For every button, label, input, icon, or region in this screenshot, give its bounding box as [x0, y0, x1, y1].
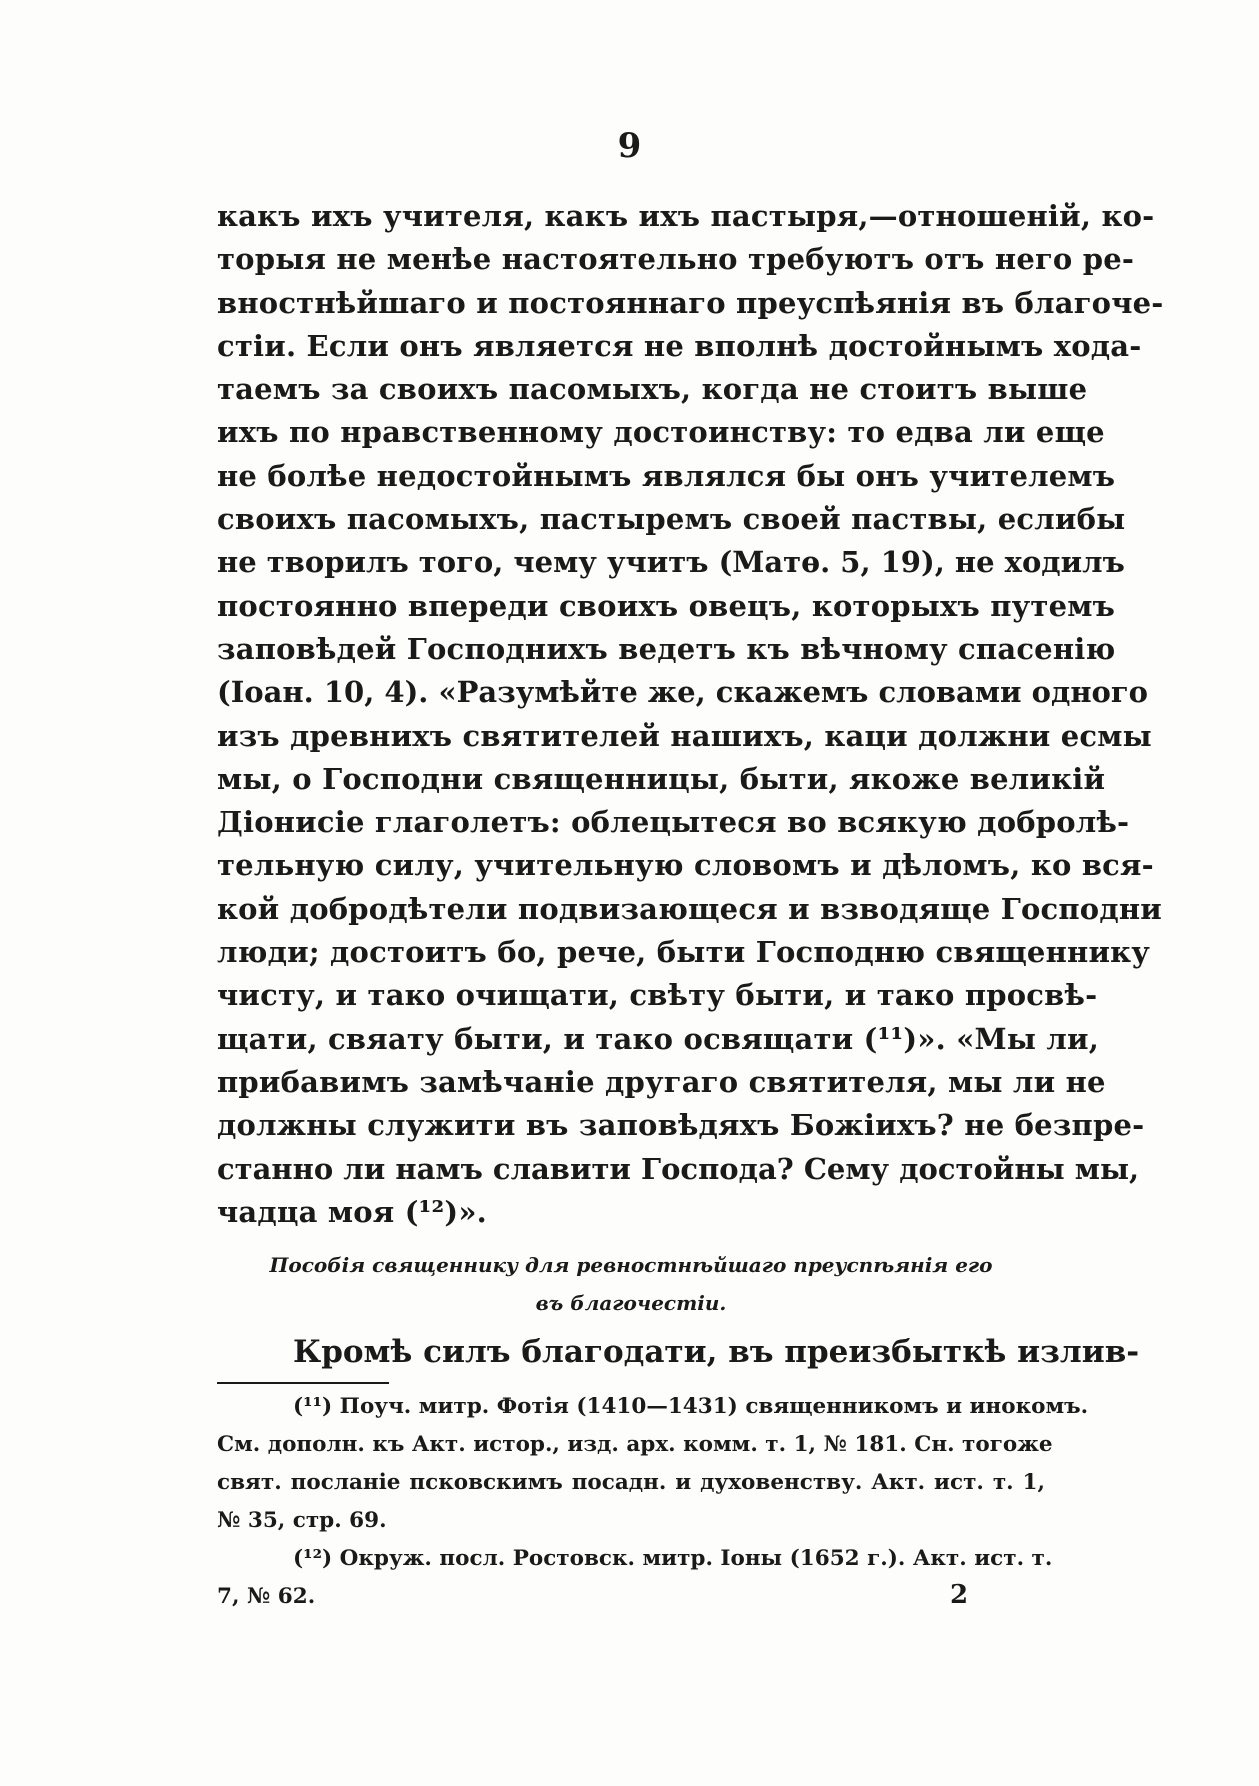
- text-line: прибавимъ замѣчанiе другаго святителя, мы ли не: [217, 1064, 1106, 1099]
- text-line: какъ ихъ учителя, какъ ихъ пастыря,—отношенiй, ко-: [217, 199, 1155, 233]
- footnote-line: (¹²) Окруж. посл. Ростовск. митр. Iоны (1652 г.). Акт. ист. т.: [293, 1546, 1053, 1571]
- text-line: заповѣдей Господнихъ ведетъ къ вѣчному спасенiю: [217, 631, 1116, 666]
- text-line: тельную силу, учительную словомъ и дѣломъ, ко вся-: [217, 848, 1154, 883]
- text-line: чадца моя (¹²)».: [217, 1194, 487, 1229]
- text-line: своихъ пасомыхъ, пастыремъ своей паствы, еслибы: [217, 502, 1126, 537]
- footnote-line: № 35, стр. 69.: [217, 1508, 387, 1533]
- text-line: чисту, и тако очищати, свѣту быти, и тако просвѣ-: [217, 978, 1098, 1013]
- text-line: стiи. Если онъ является не вполнѣ достойнымъ хода-: [217, 328, 1142, 363]
- section-heading-continued: въ благочестiи.: [535, 1291, 727, 1315]
- footnote-line: 7, № 62.: [217, 1584, 316, 1609]
- section-first-line: Кромѣ силъ благодати, въ преизбыткѣ излив-: [293, 1334, 1140, 1370]
- text-line: постоянно впереди своихъ овецъ, которыхъ путемъ: [217, 588, 1116, 623]
- text-line: (Iоан. 10, 4). «Разумѣйте же, скажемъ словами одного: [217, 675, 1149, 710]
- text-line: таемъ за своихъ пасомыхъ, когда не стоитъ выше: [217, 372, 1088, 407]
- text-line: ихъ по нравственному достоинству: то едва ли еще: [217, 415, 1105, 450]
- text-line: изъ древнихъ святителей нашихъ, каци должни есмы: [217, 718, 1152, 753]
- main-text: [217, 195, 1164, 1234]
- text-line: люди; достоитъ бо, рече, быти Господню священнику: [217, 935, 1151, 970]
- text-line: торыя не менѣе настоятельно требуютъ отъ него ре-: [217, 242, 1135, 277]
- text-line: кой добродѣтели подвизающеся и взводяще Господни: [217, 891, 1163, 926]
- text-line: не болѣе недостойнымъ являлся бы онъ учителемъ: [217, 458, 1116, 493]
- footnote-line: (¹¹) Поуч. митр. Фотiя (1410—1431) священникомъ и инокомъ.: [293, 1394, 1089, 1419]
- text-line: станно ли намъ славити Господа? Сему достойны мы,: [217, 1151, 1140, 1186]
- footnotes: [217, 1388, 1089, 1616]
- page-number: 9: [617, 126, 642, 166]
- text-line: не творилъ того, чему учитъ (Матѳ. 5, 19), не ходилъ: [217, 545, 1125, 580]
- section-heading: Пособiя священнику для ревностнѣйшаго преуспѣянiя его: [269, 1253, 993, 1277]
- text-line: должны служити въ заповѣдяхъ Божiихъ? не безпре-: [217, 1108, 1145, 1143]
- text-line: мы, о Господни священницы, быти, якоже великiй: [217, 761, 1106, 796]
- footnote-line: См. дополн. къ Акт. истор., изд. арх. комм. т. 1, № 181. Сн. тогоже: [217, 1432, 1053, 1457]
- footnote-separator: [217, 1382, 389, 1384]
- signature-mark: 2: [950, 1580, 969, 1610]
- text-line: вностнѣйшаго и постояннаго преуспѣянiя въ благоче-: [217, 285, 1164, 320]
- text-line: щати, свяату быти, и тако освящати (¹¹)». «Мы ли,: [217, 1021, 1100, 1056]
- text-line: Дiонисiе глаголетъ: облецытеся во всякую добролѣ-: [217, 805, 1130, 840]
- footnote-line: свят. посланiе псковскимъ посадн. и духовенству. Акт. ист. т. 1,: [217, 1470, 1045, 1495]
